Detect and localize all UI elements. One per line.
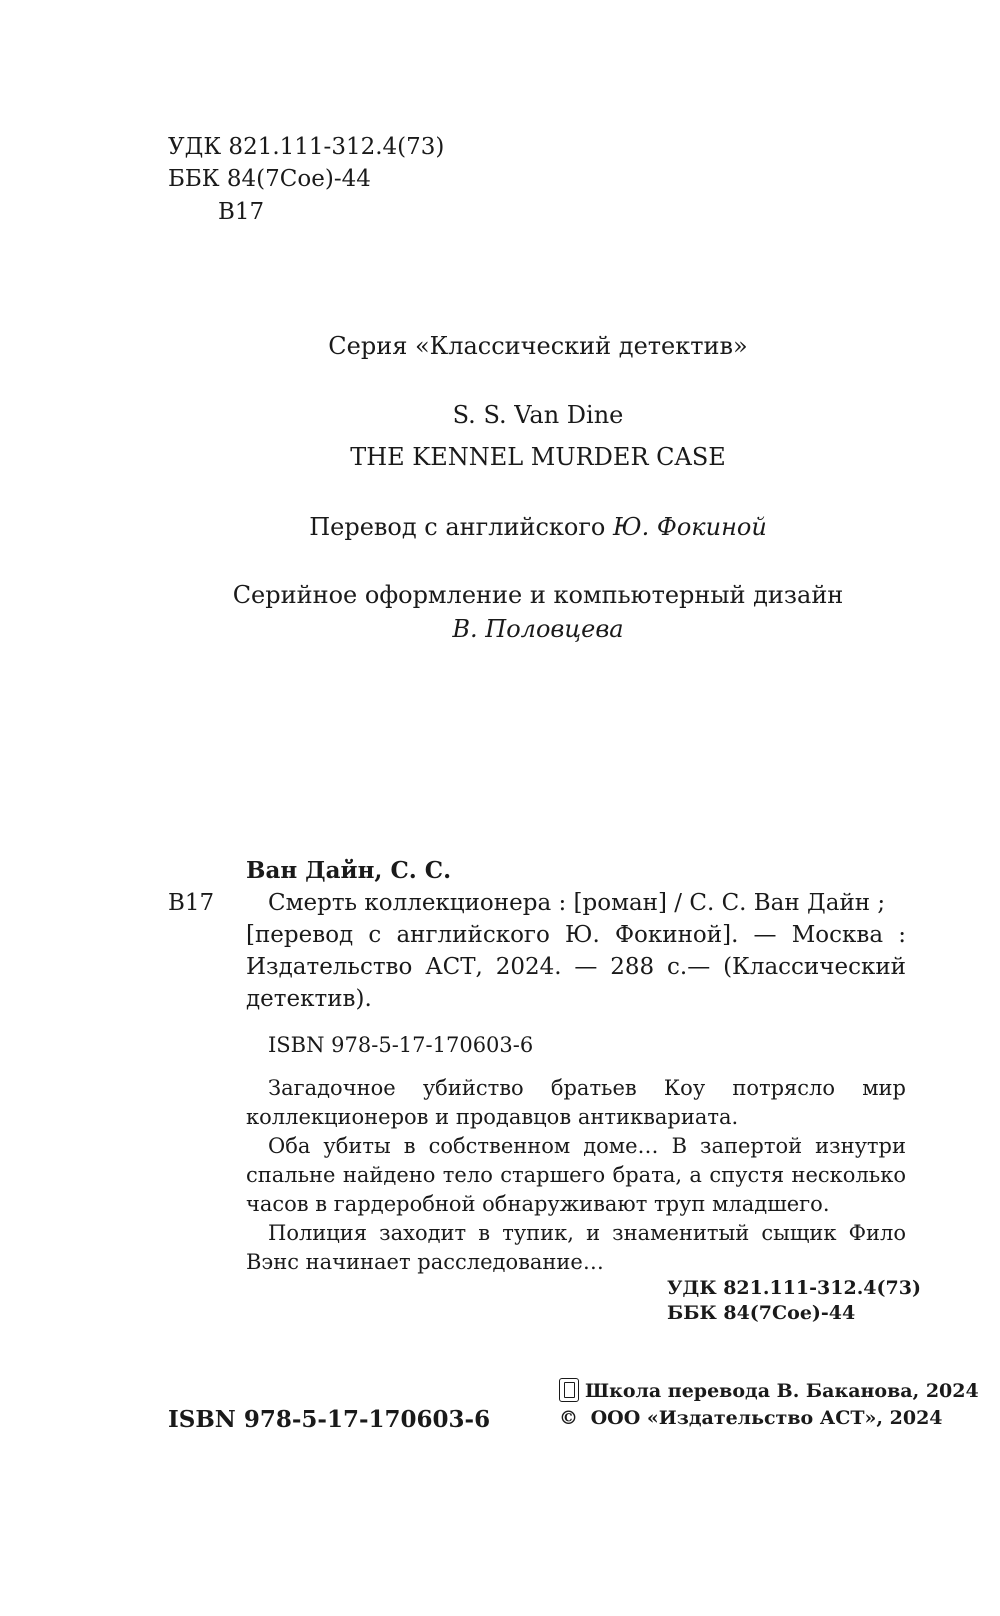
annotation-paragraph: Оба убиты в собственном доме… В запертой изнутри спальне найдено тело старшего брата, а спустя несколько часов в гардеробной обнаруживают труп младшего. [246,1134,906,1216]
catalog-mark: В17 [168,890,215,916]
copyright-publisher-line [559,1406,943,1431]
series-line: Серия «Классический детектив» [328,332,748,360]
designer-name: В. Половцева [452,615,624,643]
original-author: S. S. Van Dine [452,401,624,429]
catalog-udk: УДК 821.111-312.4(73) [667,1277,921,1299]
catalog-author-heading: Ван Дайн, С. С. [246,857,452,884]
catalog-bbk: ББК 84(7Сое)-44 [667,1302,856,1324]
copyright-symbol: © [559,1407,578,1429]
annotation-paragraph: Загадочное убийство братьев Коу потрясло мир коллекционеров и продавцов антиквариата. [246,1076,906,1129]
copyright-translation: Школа перевода В. Баканова, 2024 [585,1380,979,1402]
bbk-code-top: ББК 84(7Сое)-44 [168,166,371,192]
design-credit: Серийное оформление и компьютерный дизайн [232,581,844,609]
publisher-logo-icon [559,1378,579,1402]
translation-credit [0,510,1000,544]
annotation [246,1074,906,1277]
author-mark-top: В17 [218,199,265,225]
catalog-description-first: Смерть коллекционера : [роман] / С. С. Ван Дайн ; [268,890,886,916]
udk-code-top: УДК 821.111-312.4(73) [168,134,445,160]
translator-name: Ю. Фокиной [613,513,767,541]
original-title: THE KENNEL MURDER CASE [350,443,726,471]
footer-isbn: ISBN 978-5-17-170603-6 [168,1406,491,1433]
annotation-paragraph: Полиция заходит в тупик, и знаменитый сыщик Фило Вэнс начинает расследование… [246,1221,906,1274]
copyright-translation-line [559,1378,979,1404]
translation-prefix: Перевод с английского [309,513,606,541]
catalog-isbn: ISBN 978-5-17-170603-6 [268,1033,534,1057]
copyright-publisher: ООО «Издательство АСТ», 2024 [590,1407,943,1429]
catalog-description-rest: [перевод с английского Ю. Фокиной]. — Москва : Издательство АСТ, 2024. — 288 с.— (Классический детектив). [246,922,906,1012]
